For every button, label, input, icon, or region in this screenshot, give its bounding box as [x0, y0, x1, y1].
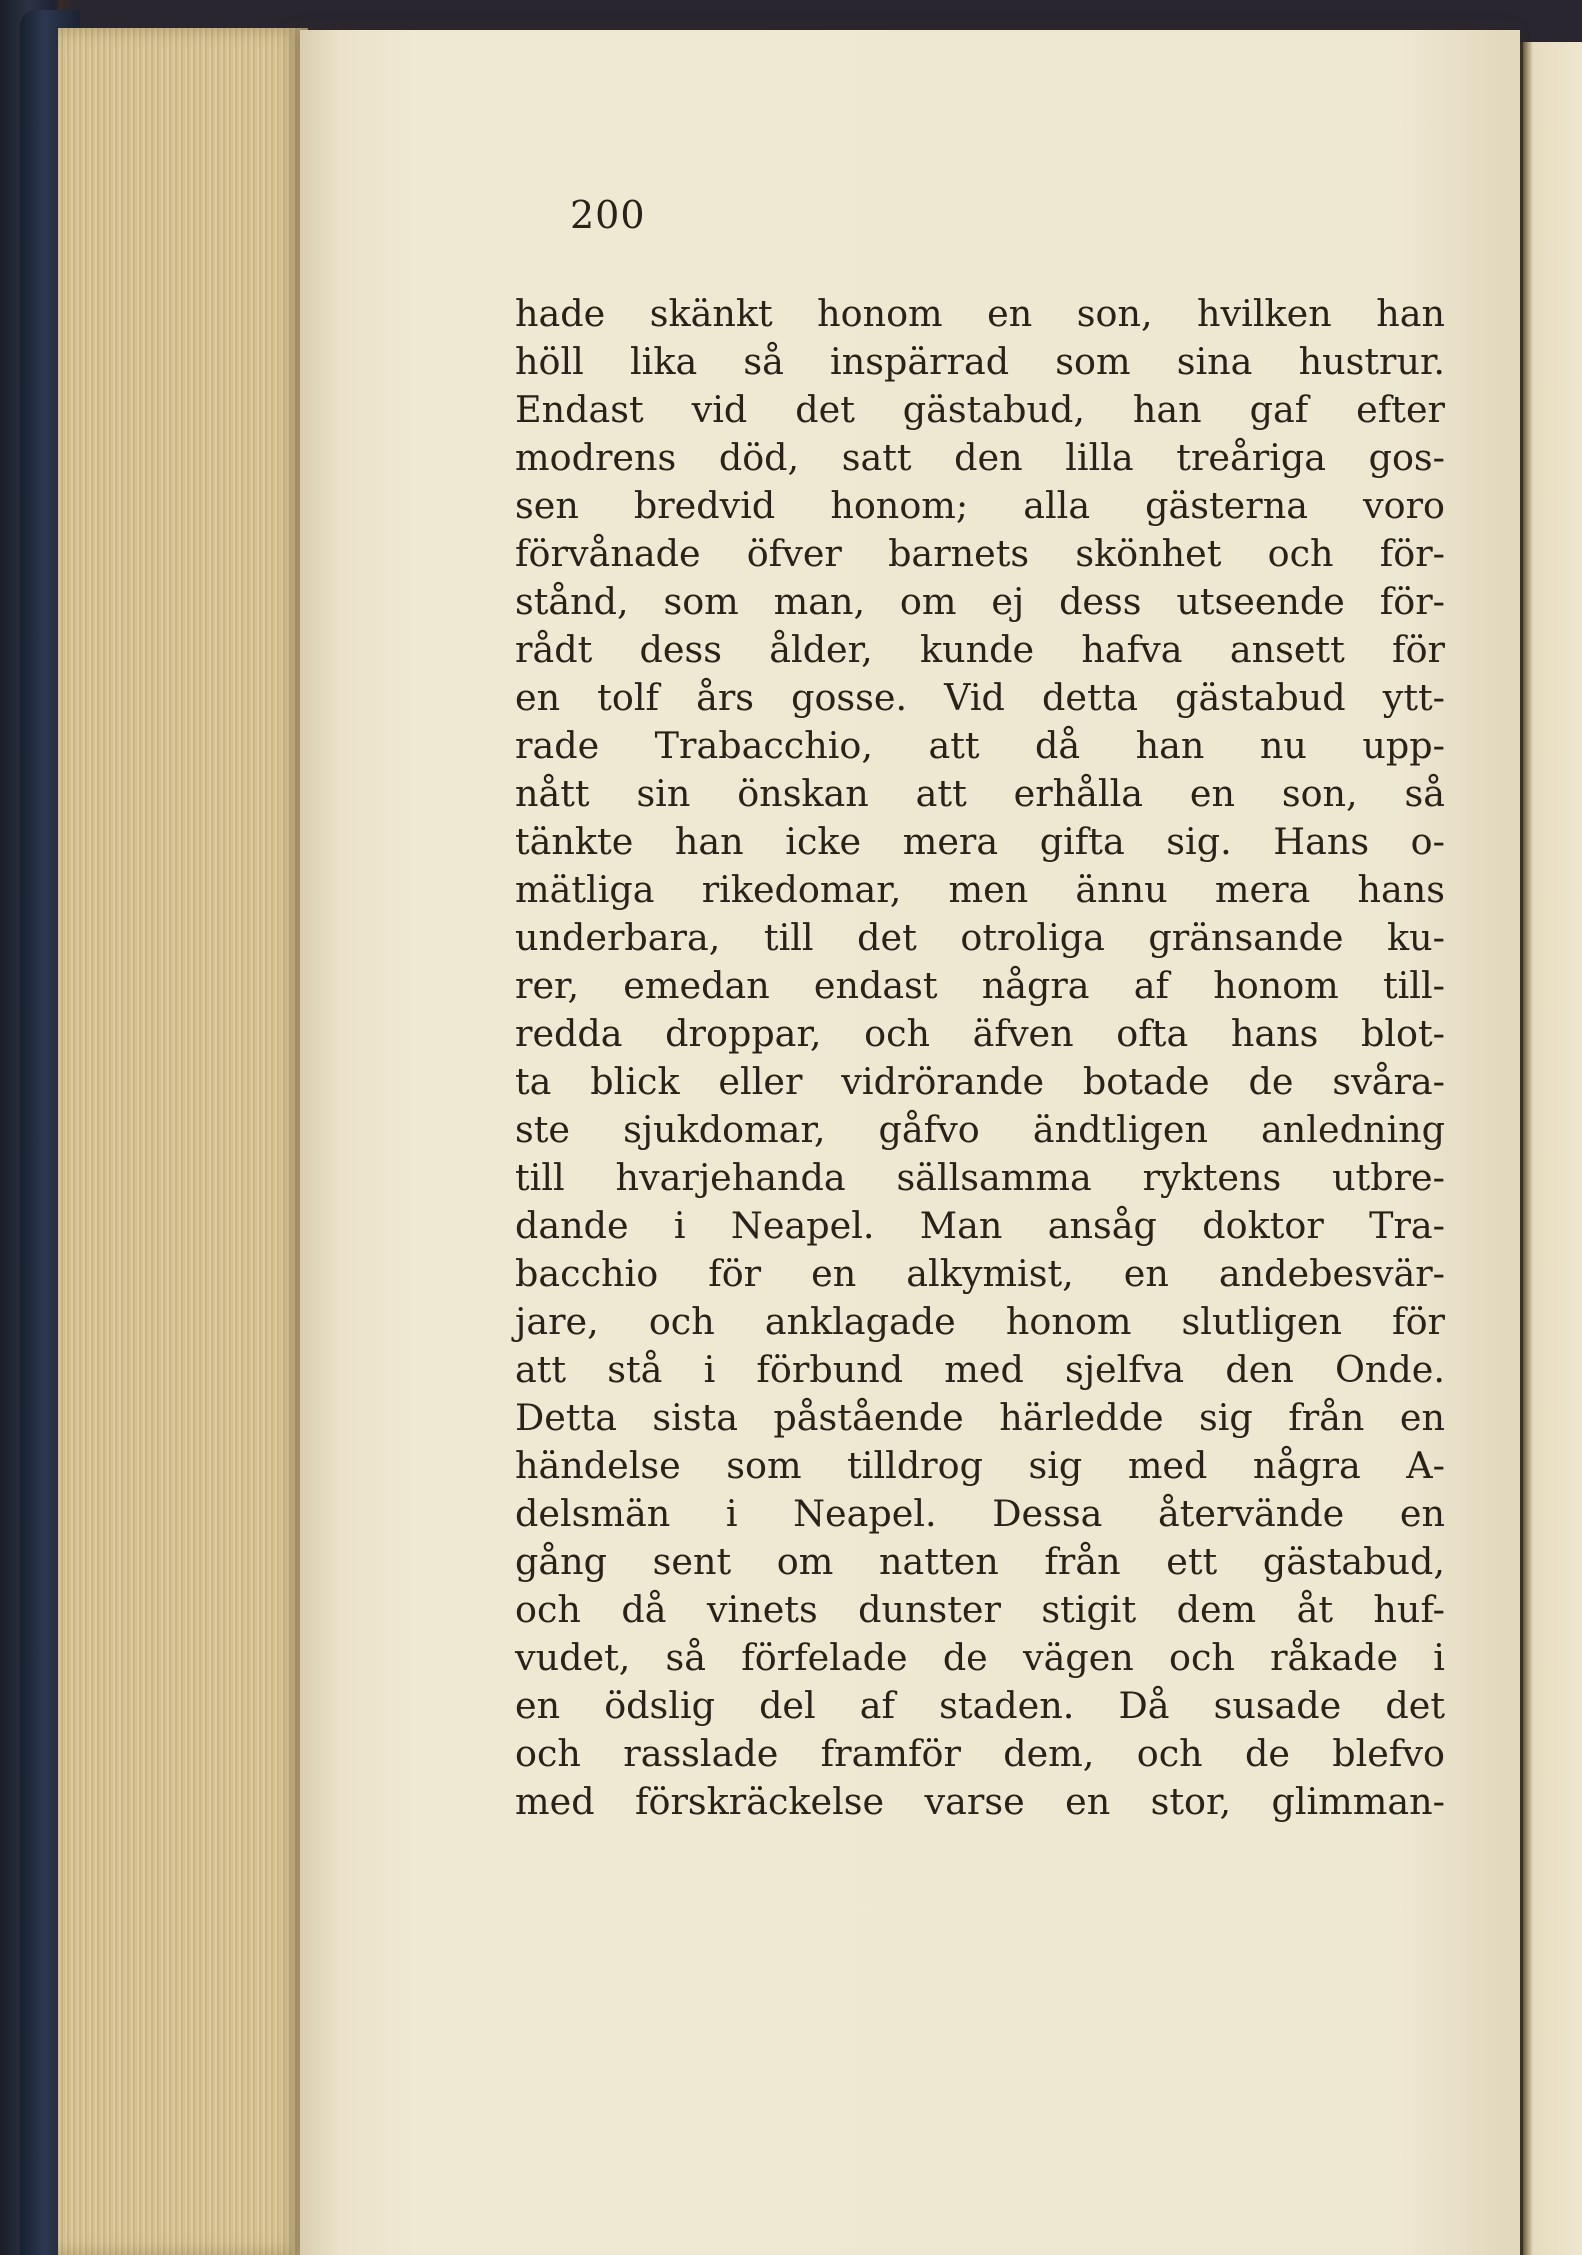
text-line: höll lika så inspärrad som sina hustrur. — [515, 340, 1445, 383]
text-line: bacchio för en alkymist, en andebesvär- — [515, 1252, 1445, 1295]
text-line: ta blick eller vidrörande botade de svåra- — [515, 1060, 1445, 1103]
text-line: dande i Neapel. Man ansåg doktor Tra- — [515, 1204, 1445, 1247]
text-line: stånd, som man, om ej dess utseende för- — [515, 580, 1445, 623]
text-line: rade Trabacchio, att då han nu upp- — [515, 724, 1445, 767]
page-stack-edge — [58, 28, 308, 2255]
text-line: nått sin önskan att erhålla en son, så — [515, 772, 1445, 815]
facing-page-edge — [1520, 42, 1582, 2255]
text-line: och då vinets dunster stigit dem åt huf- — [515, 1588, 1445, 1631]
text-line: att stå i förbund med sjelfva den Onde. — [515, 1348, 1445, 1391]
text-line: Endast vid det gästabud, han gaf efter — [515, 388, 1445, 431]
text-line: en tolf års gosse. Vid detta gästabud ytt- — [515, 676, 1445, 719]
text-line: och rasslade framför dem, och de blefvo — [515, 1732, 1445, 1775]
text-line: hade skänkt honom en son, hvilken han — [515, 292, 1445, 335]
text-line: redda droppar, och äfven ofta hans blot- — [515, 1012, 1445, 1055]
text-line: till hvarjehanda sällsamma ryktens utbre- — [515, 1156, 1445, 1199]
page-text — [515, 290, 1445, 1826]
text-line: rer, emedan endast några af honom till- — [515, 964, 1445, 1007]
text-line: mätliga rikedomar, men ännu mera hans — [515, 868, 1445, 911]
text-line: modrens död, satt den lilla treåriga gos- — [515, 436, 1445, 479]
text-line: delsmän i Neapel. Dessa återvände en — [515, 1492, 1445, 1535]
text-line: jare, och anklagade honom slutligen för — [515, 1300, 1445, 1343]
text-line: gång sent om natten från ett gästabud, — [515, 1540, 1445, 1583]
text-line: förvånade öfver barnets skönhet och för- — [515, 532, 1445, 575]
text-line: sen bredvid honom; alla gästerna voro — [515, 484, 1445, 527]
text-line: en ödslig del af staden. Då susade det — [515, 1684, 1445, 1727]
text-line: vudet, så förfelade de vägen och råkade i — [515, 1636, 1445, 1679]
text-line: rådt dess ålder, kunde hafva ansett för — [515, 628, 1445, 671]
text-line: Detta sista påstående härledde sig från en — [515, 1396, 1445, 1439]
text-line: med förskräckelse varse en stor, glimman- — [515, 1780, 1445, 1823]
page-number: 200 — [570, 193, 646, 237]
text-line: tänkte han icke mera gifta sig. Hans o- — [515, 820, 1445, 863]
text-line: ste sjukdomar, gåfvo ändtligen anledning — [515, 1108, 1445, 1151]
text-line: underbara, till det otroliga gränsande ku- — [515, 916, 1445, 959]
text-line: händelse som tilldrog sig med några A- — [515, 1444, 1445, 1487]
